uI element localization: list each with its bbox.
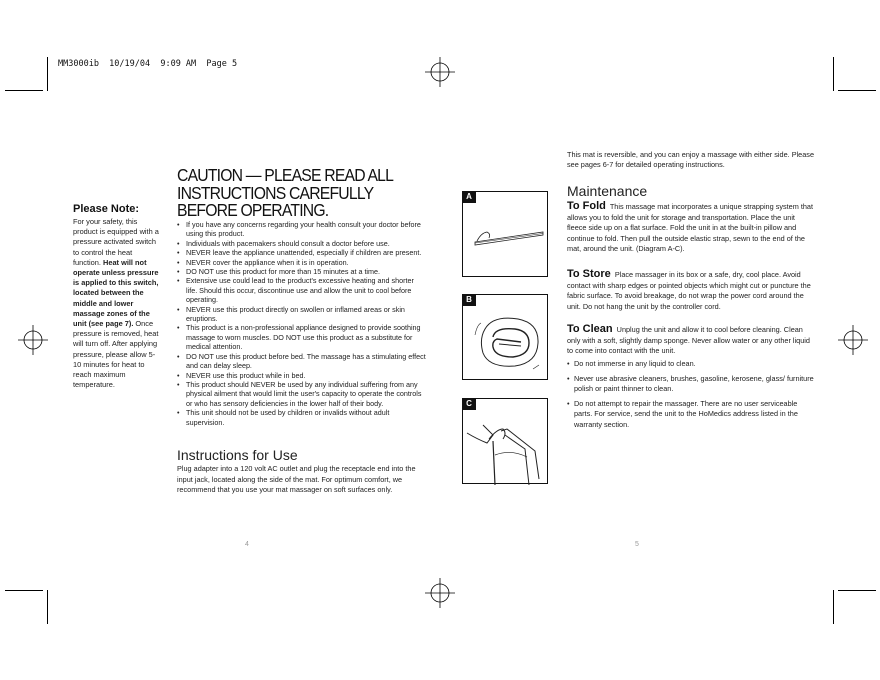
folding-mat-illustration-icon xyxy=(463,295,549,381)
store-section xyxy=(567,269,815,312)
page-number-left: 4 xyxy=(245,541,249,548)
please-note-text xyxy=(73,217,159,390)
diagram-c xyxy=(462,398,548,484)
diagram-label: B xyxy=(462,294,476,306)
fold-body: This massage mat incorporates a unique strapping system that allows you to fold the unit for storage and transportation. Place the unit fleece side up on a flat surface. Fold the unit in at the built-in pillow and continue to fold. Then pull the outside elastic strap, sewn to the end of the mat, around the unit. (Diagram A-C). xyxy=(567,202,814,254)
flat-mat-illustration-icon xyxy=(463,192,549,278)
clean-heading: To Clean xyxy=(567,323,613,335)
registration-mark-icon xyxy=(425,578,455,608)
crop-mark xyxy=(838,90,876,91)
crop-mark xyxy=(47,590,48,624)
list-item: • Do not immerse in any liquid to clean. xyxy=(567,359,817,370)
clean-list xyxy=(567,359,817,435)
clean-section xyxy=(567,324,815,357)
list-item: • DO NOT use this product for more than 15 minutes at a time. xyxy=(177,267,427,276)
crop-mark xyxy=(833,57,834,91)
please-note-heading: Please Note: xyxy=(73,203,140,215)
list-item: • Individuals with pacemakers should consult a doctor before use. xyxy=(177,239,427,248)
diagram-label: A xyxy=(462,191,476,203)
store-body: Place massager in its box or a safe, dry, cool place. Avoid contact with sharp edges or pointed objects which might cut or puncture the fabric surface. To avoid breakage, do not wrap the power cord around the unit. Do not hang the unit by the controller cord. xyxy=(567,270,811,311)
maintenance-heading: Maintenance xyxy=(567,183,648,199)
note-text: For your safety, this product is equipped with a pressure activated switch to control the heat function. xyxy=(73,217,159,267)
registration-mark-icon xyxy=(18,325,48,355)
caution-heading: CAUTION — PLEASE READ ALL INSTRUCTIONS CAREFULLY BEFORE OPERATING. xyxy=(177,165,393,220)
crop-mark xyxy=(833,590,834,624)
list-item: • DO NOT use this product before bed. The massage has a stimulating effect and can delay sleep. xyxy=(177,352,427,371)
list-item: • This product is a non-professional appliance designed to provide soothing massage to worn muscles. DO NOT use this product as a substitute for medical attention. xyxy=(177,323,427,351)
list-item: • Never use abrasive cleaners, brushes, gasoline, kerosene, glass/ furniture polish or paint thinner to clean. xyxy=(567,374,817,395)
instructions-heading: Instructions for Use xyxy=(177,447,298,463)
crop-mark xyxy=(5,90,43,91)
diagram-label: C xyxy=(462,398,476,410)
list-item: • Extensive use could lead to the product's excessive heating and shorter life. Should this occur, discontinue use and allow the unit to cool before operating. xyxy=(177,276,427,304)
list-item: • Do not attempt to repair the massager. There are no user serviceable parts. For service, send the unit to the HoMedics address listed in the warranty section. xyxy=(567,399,817,431)
registration-mark-icon xyxy=(425,57,455,87)
note-text: Once pressure is removed, heat will turn off. After applying pressure, please allow 5-10 minutes for heat to reach maximum temperature. xyxy=(73,319,159,390)
diagram-b xyxy=(462,294,548,380)
clean-body: Unplug the unit and allow it to cool before cleaning. Clean only with a soft, slightly damp sponge. Never allow water or any other liquid to come into contact with the unit. xyxy=(567,325,810,356)
page-number-right: 5 xyxy=(635,541,639,548)
list-item: • NEVER use this product while in bed. xyxy=(177,371,427,380)
crop-mark xyxy=(5,590,43,591)
list-item: • NEVER use this product directly on swollen or inflamed areas or skin eruptions. xyxy=(177,305,427,324)
strap-mat-illustration-icon xyxy=(463,399,549,485)
list-item: • NEVER leave the appliance unattended, especially if children are present. xyxy=(177,248,427,257)
fold-section xyxy=(567,201,815,255)
registration-mark-icon xyxy=(838,325,868,355)
note-bold-text: Heat will not operate unless pressure is applied to this switch, located between the middle and lower massage zones of the unit (see page 7). xyxy=(73,257,159,329)
reversible-intro: This mat is reversible, and you can enjoy a massage with either side. Please see pages 6-7 for detailed operating instructions. xyxy=(567,150,815,170)
diagram-a xyxy=(462,191,548,277)
store-heading: To Store xyxy=(567,268,611,280)
fold-heading: To Fold xyxy=(567,200,606,212)
list-item: • NEVER cover the appliance when it is in operation. xyxy=(177,258,427,267)
printer-slug: MM3000ib 10/19/04 9:09 AM Page 5 xyxy=(58,59,238,69)
caution-list xyxy=(177,220,427,427)
list-item: • This unit should not be used by children or invalids without adult supervision. xyxy=(177,408,427,427)
crop-mark xyxy=(47,57,48,91)
instructions-body: Plug adapter into a 120 volt AC outlet and plug the receptacle end into the input jack, located along the side of the mat. For optimum comfort, we recommend that you use your mat massager on soft surfaces only. xyxy=(177,464,416,495)
list-item: • If you have any concerns regarding your health consult your doctor before using this product. xyxy=(177,220,427,239)
list-item: • This product should NEVER be used by any individual suffering from any physical ailment that would limit the user's capacity to operate the controls or who has sensory deficiencies in the lower half of their body. xyxy=(177,380,427,408)
crop-mark xyxy=(838,590,876,591)
